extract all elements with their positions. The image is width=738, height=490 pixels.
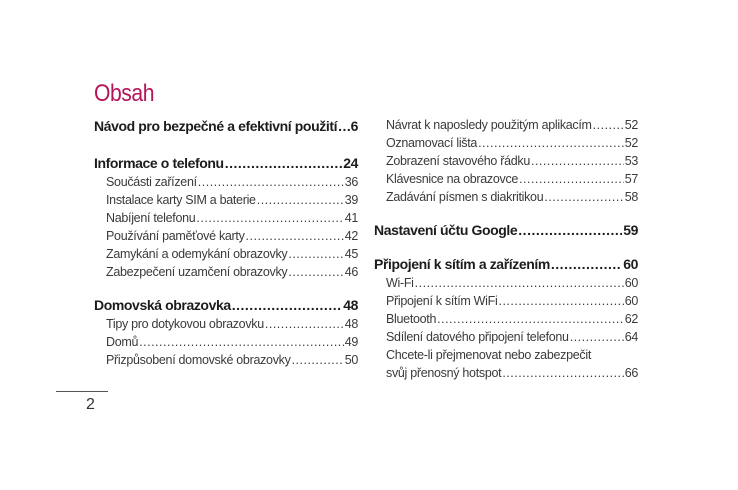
toc-entry[interactable] xyxy=(94,229,358,247)
toc-entry[interactable] xyxy=(94,247,358,265)
toc-entry-page: 60 xyxy=(623,256,638,272)
toc-entry-page: 41 xyxy=(344,211,358,225)
toc-entry-page: 24 xyxy=(343,155,358,171)
toc-entry-label-wrapped[interactable]: Chcete-li přejmenovat nebo zabezpečit xyxy=(386,348,591,362)
toc-entry-label: Zobrazení stavového řádku xyxy=(386,154,530,168)
toc-entry-page: 6 xyxy=(350,118,358,134)
toc-entry-label: Domů xyxy=(106,335,139,349)
toc-entry-label: Nabíjení telefonu xyxy=(106,211,196,225)
toc-entry[interactable] xyxy=(374,222,638,242)
toc-entry-label: Informace o telefonu xyxy=(94,155,224,171)
dot-leader xyxy=(544,190,623,204)
toc-entry-page: 48 xyxy=(344,317,358,331)
toc-entry-page: 52 xyxy=(624,136,638,150)
toc-entry-label: Součásti zařízení xyxy=(106,175,197,189)
page-title: Obsah xyxy=(94,80,155,107)
toc-entry[interactable] xyxy=(374,294,638,312)
toc-entry-page: 42 xyxy=(344,229,358,243)
dot-leader xyxy=(292,353,344,367)
dot-leader xyxy=(415,276,624,290)
toc-entry[interactable] xyxy=(94,193,358,211)
toc-entry-page: 50 xyxy=(344,353,358,367)
dot-leader xyxy=(198,175,344,189)
toc-entry-label: Sdílení datového připojení telefonu xyxy=(386,330,569,344)
toc-entry[interactable] xyxy=(94,353,358,371)
dot-leader xyxy=(570,330,624,344)
toc-entry-page: 62 xyxy=(624,312,638,326)
toc-entry-label: Tipy pro dotykovou obrazovku xyxy=(106,317,264,331)
toc-entry-label: Připojení k sítím a zařízením xyxy=(374,256,550,272)
dot-leader xyxy=(551,256,622,272)
toc-entry-label: Používání paměťové karty xyxy=(106,229,245,243)
toc-entry-page: 46 xyxy=(344,265,358,279)
toc-entry-label: Zamykání a odemykání obrazovky xyxy=(106,247,288,261)
dot-leader xyxy=(288,247,343,261)
dot-leader xyxy=(288,265,343,279)
toc-entry[interactable] xyxy=(94,211,358,229)
footer-divider xyxy=(56,391,108,392)
toc-entry-label: Zadávání písmen s diakritikou xyxy=(386,190,544,204)
dot-leader xyxy=(437,312,624,326)
dot-leader xyxy=(232,297,342,313)
toc-entry[interactable] xyxy=(94,118,358,138)
toc-entry-label: Nastavení účtu Google xyxy=(374,222,518,238)
toc-entry[interactable] xyxy=(374,366,638,384)
dot-leader xyxy=(519,172,624,186)
toc-entry[interactable] xyxy=(94,317,358,335)
dot-leader xyxy=(593,118,624,132)
toc-entry-label: Domovská obrazovka xyxy=(94,297,231,313)
dot-leader xyxy=(498,294,623,308)
page-number: 2 xyxy=(86,396,95,413)
toc-entry[interactable] xyxy=(374,276,638,294)
toc-entry[interactable] xyxy=(374,154,638,172)
dot-leader xyxy=(225,155,343,171)
toc-entry-page: 36 xyxy=(344,175,358,189)
toc-entry-page: 66 xyxy=(624,366,638,380)
dot-leader xyxy=(502,366,623,380)
toc-entry-label: Návod pro bezpečné a efektivní použití xyxy=(94,118,338,134)
toc-entry-label: Wi-Fi xyxy=(386,276,414,290)
dot-leader xyxy=(246,229,344,243)
dot-leader xyxy=(139,335,344,349)
toc-entry-label: Zabezpečení uzamčení obrazovky xyxy=(106,265,288,279)
toc-left-column xyxy=(94,118,358,371)
toc-entry-page: 52 xyxy=(624,118,638,132)
toc-entry-page: 58 xyxy=(624,190,638,204)
toc-entry-page: 48 xyxy=(343,297,358,313)
toc-entry-label: svůj přenosný hotspot xyxy=(386,366,502,380)
toc-entry[interactable] xyxy=(374,190,638,208)
dot-leader xyxy=(338,118,350,134)
toc-entry-page: 57 xyxy=(624,172,638,186)
toc-entry-page: 60 xyxy=(624,294,638,308)
toc-entry[interactable] xyxy=(94,335,358,353)
toc-entry-page: 53 xyxy=(624,154,638,168)
toc-entry-page: 64 xyxy=(624,330,638,344)
toc-entry[interactable] xyxy=(374,312,638,330)
toc-entry-label: Oznamovací lišta xyxy=(386,136,478,150)
toc-entry[interactable] xyxy=(94,297,358,317)
toc-right-column xyxy=(374,118,638,384)
toc-entry[interactable] xyxy=(374,118,638,136)
toc-entry-label: Instalace karty SIM a baterie xyxy=(106,193,256,207)
toc-entry-page: 49 xyxy=(344,335,358,349)
toc-entry[interactable] xyxy=(374,136,638,154)
toc-entry-label: Bluetooth xyxy=(386,312,437,326)
toc-entry[interactable] xyxy=(94,265,358,283)
dot-leader xyxy=(531,154,624,168)
dot-leader xyxy=(265,317,344,331)
toc-entry-label: Přizpůsobení domovské obrazovky xyxy=(106,353,291,367)
toc-entry[interactable] xyxy=(374,330,638,348)
toc-entry[interactable] xyxy=(94,175,358,193)
toc-entry-label: Klávesnice na obrazovce xyxy=(386,172,519,186)
toc-entry-page: 59 xyxy=(623,222,638,238)
toc-entry[interactable] xyxy=(374,172,638,190)
toc-entry-page: 60 xyxy=(624,276,638,290)
toc-entry-label: Připojení k sítím WiFi xyxy=(386,294,498,308)
dot-leader xyxy=(196,211,343,225)
dot-leader xyxy=(257,193,344,207)
toc-entry-label: Návrat k naposledy použitým aplikacím xyxy=(386,118,592,132)
dot-leader xyxy=(518,222,622,238)
toc-entry[interactable] xyxy=(94,155,358,175)
toc-entry-page: 45 xyxy=(344,247,358,261)
toc-entry[interactable] xyxy=(374,256,638,276)
toc-entry-page: 39 xyxy=(344,193,358,207)
dot-leader xyxy=(478,136,624,150)
